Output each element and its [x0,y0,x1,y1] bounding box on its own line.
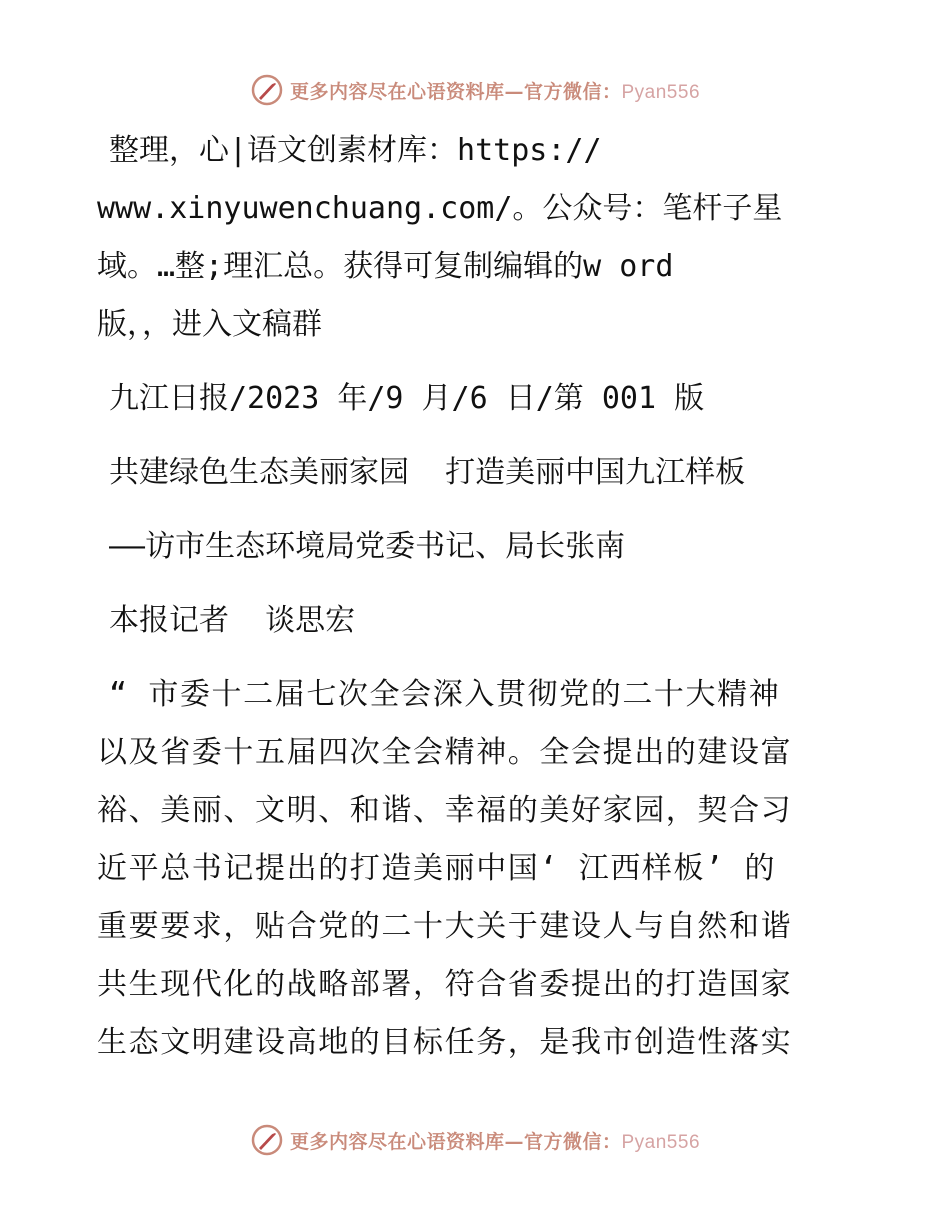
article-paragraph [97,666,857,1072]
byline: 本报记者 谈思宏 [109,603,356,638]
footer-banner [0,1122,950,1158]
paragraph-line: 共生现代化的战略部署，符合省委提出的打造国家 [97,967,793,1002]
source-line: 九江日报/2023 年/9 月/6 日/第 001 版 [109,381,705,416]
header-banner [0,72,950,108]
intro-line: www.xinyuwenchuang.com/。公众号：笔杆子星 [97,191,783,226]
intro-line: 域。…整;理汇总。获得可复制编辑的w ord [97,249,674,284]
paragraph-line: 生态文明建设高地的目标任务，是我市创造性落实 [97,1025,793,1060]
banner-text: 更多内容尽在心语资料库—官方微信：Pyan556 [289,80,701,103]
feather-pen-logo-icon [250,1123,284,1157]
subheadline: ——访市生态环境局党委书记、局长张南 [109,529,626,564]
paragraph-line: 裕、美丽、文明、和谐、幸福的美好家园，契合习 [97,793,793,828]
headline: 共建绿色生态美丽家园 打造美丽中国九江样板 [109,455,746,490]
banner-text: 更多内容尽在心语资料库—官方微信：Pyan556 [289,1130,701,1153]
document-body [97,122,857,1072]
intro-line: 版，，进入文稿群 [97,307,322,342]
paragraph-line: 以及省委十五届四次全会精神。全会提出的建设富 [97,735,793,770]
paragraph-line: “ 市委十二届七次全会深入贯彻党的二十大精神 [109,677,781,712]
intro-line: 整理，心|语文创素材库：https:// [109,133,602,168]
paragraph-line: 重要要求，贴合党的二十大关于建设人与自然和谐 [97,909,793,944]
feather-pen-logo-icon [250,73,284,107]
paragraph-line: 近平总书记提出的打造美丽中国‘ 江西样板’ 的 [97,851,777,886]
